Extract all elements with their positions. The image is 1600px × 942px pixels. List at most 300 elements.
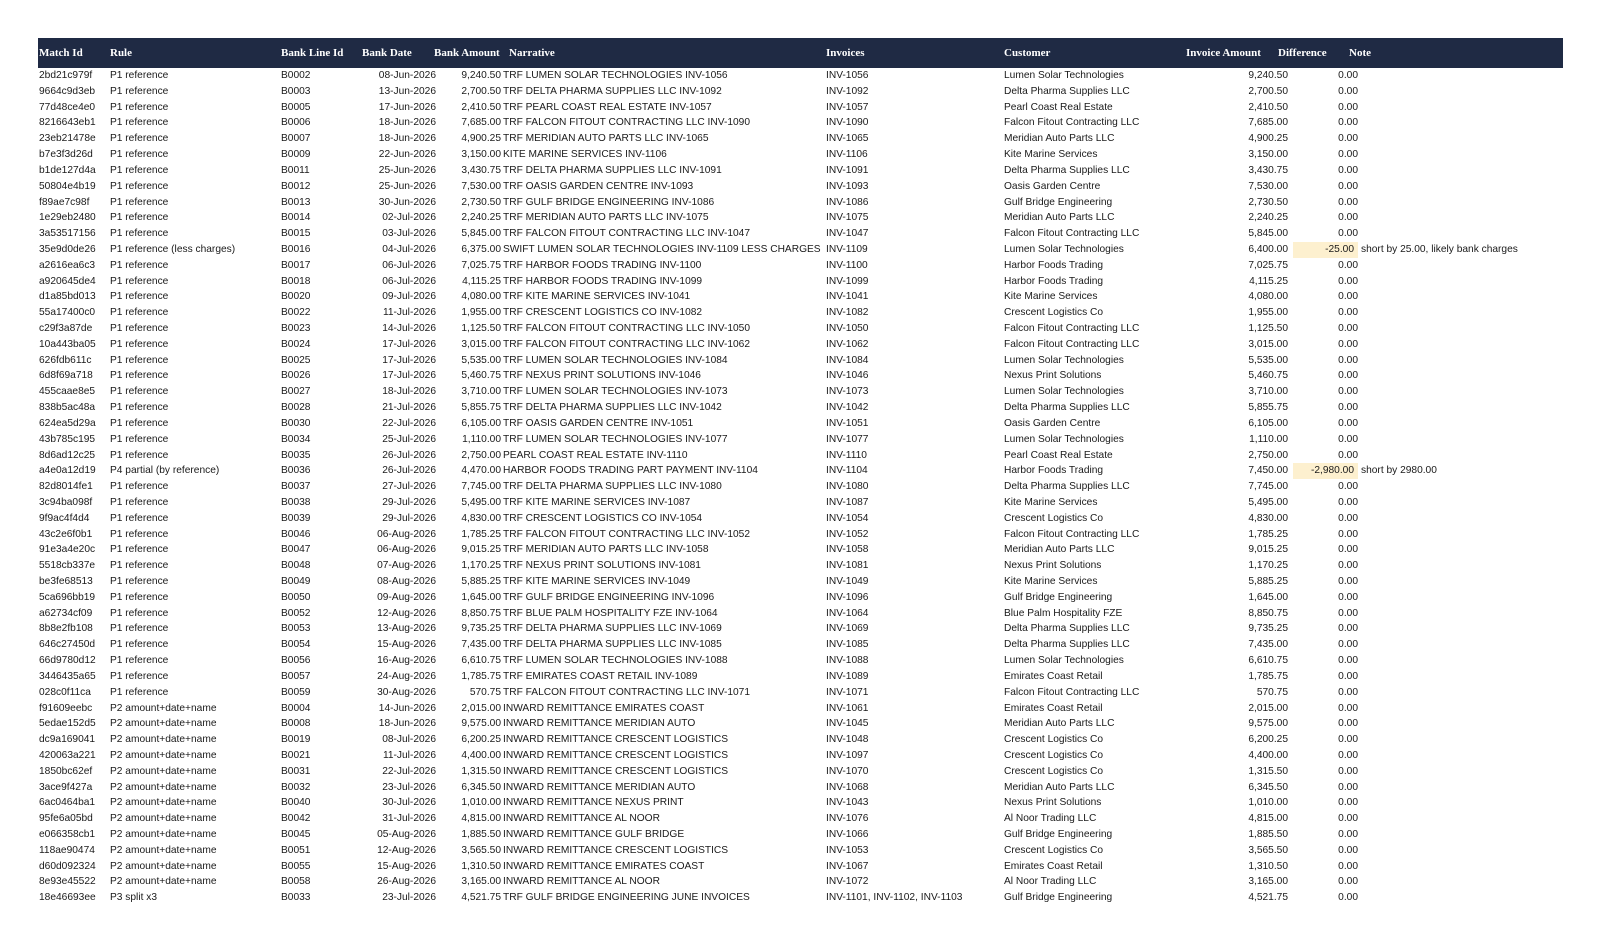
cell-invoice-amount: 7,435.00 <box>1248 639 1288 651</box>
cell-bank-amount: 7,745.00 <box>461 481 501 493</box>
cell-match-id: 5ca696bb19 <box>39 591 96 603</box>
cell-bank-line-id: B0053 <box>281 623 311 635</box>
cell-invoice-amount: 7,025.75 <box>1248 259 1288 271</box>
cell-invoices: INV-1100 <box>826 259 868 271</box>
table-row[interactable] <box>38 115 1563 131</box>
cell-bank-amount: 9,240.50 <box>461 70 501 81</box>
cell-bank-line-id: B0022 <box>281 307 311 319</box>
cell-invoices: INV-1097 <box>826 749 869 761</box>
cell-difference: 0.00 <box>1338 291 1358 303</box>
table-row[interactable] <box>38 621 1563 637</box>
cell-difference: 0.00 <box>1338 576 1358 587</box>
cell-bank-line-id: B0028 <box>281 402 311 414</box>
cell-invoice-amount: 4,115.25 <box>1249 275 1288 287</box>
cell-bank-date: 30-Aug-2026 <box>377 686 436 698</box>
cell-invoices: INV-1090 <box>826 117 869 129</box>
table-row[interactable] <box>38 448 1563 464</box>
cell-bank-amount: 3,165.00 <box>461 876 501 888</box>
cell-bank-amount: 4,115.25 <box>462 275 501 287</box>
cell-rule: P2 amount+date+name <box>110 813 217 825</box>
cell-invoices: INV-1071 <box>826 686 869 698</box>
cell-match-id: a2616ea6c3 <box>39 259 96 271</box>
cell-bank-line-id: B0027 <box>281 386 311 398</box>
cell-bank-amount: 3,150.00 <box>461 149 501 161</box>
cell-bank-date: 31-Jul-2026 <box>382 813 436 825</box>
cell-customer: Delta Pharma Supplies LLC <box>1004 623 1130 635</box>
table-row[interactable] <box>38 353 1563 369</box>
table-row[interactable] <box>38 258 1563 274</box>
table-row[interactable] <box>38 321 1563 337</box>
cell-invoices: INV-1064 <box>826 607 869 619</box>
cell-bank-line-id: B0005 <box>281 101 311 113</box>
cell-bank-line-id: B0036 <box>281 465 311 477</box>
cell-match-id: 95fe6a05bd <box>39 813 93 825</box>
cell-bank-line-id: B0040 <box>281 797 311 809</box>
cell-match-id: 77d48ce4e0 <box>39 101 96 113</box>
table-row[interactable] <box>38 289 1563 305</box>
cell-match-id: 3c94ba098f <box>39 496 93 508</box>
cell-difference: 0.00 <box>1338 275 1358 287</box>
cell-invoice-amount: 2,015.00 <box>1248 702 1288 714</box>
table-row[interactable] <box>38 558 1563 574</box>
cell-invoices: INV-1068 <box>826 781 869 793</box>
cell-bank-line-id: B0015 <box>281 228 311 240</box>
table-row[interactable] <box>38 195 1563 211</box>
table-row[interactable] <box>38 542 1563 558</box>
cell-difference: 0.00 <box>1338 133 1358 145</box>
cell-bank-amount: 1,785.75 <box>461 670 501 682</box>
cell-invoice-amount: 5,460.75 <box>1248 370 1288 382</box>
cell-invoice-amount: 1,955.00 <box>1248 307 1288 319</box>
cell-bank-date: 25-Jul-2026 <box>382 433 436 445</box>
cell-invoice-amount: 4,400.00 <box>1248 749 1288 761</box>
cell-invoice-amount: 6,610.75 <box>1248 655 1288 667</box>
cell-invoices: INV-1086 <box>826 196 869 208</box>
cell-difference: 0.00 <box>1338 212 1358 224</box>
header-narrative[interactable]: Narrative <box>509 47 555 59</box>
cell-invoice-amount: 2,410.50 <box>1248 101 1288 113</box>
cell-invoice-amount: 3,710.00 <box>1248 386 1288 398</box>
cell-bank-amount: 5,495.00 <box>461 496 501 508</box>
table-row[interactable] <box>38 606 1563 622</box>
cell-invoices: INV-1087 <box>826 496 869 508</box>
table-row[interactable] <box>38 685 1563 701</box>
cell-bank-amount: 4,815.00 <box>461 813 501 825</box>
header-difference[interactable]: Difference <box>1278 47 1327 59</box>
cell-match-id: 50804e4b19 <box>39 180 96 192</box>
cell-customer: Meridian Auto Parts LLC <box>1004 781 1115 793</box>
cell-bank-date: 17-Jul-2026 <box>382 338 436 350</box>
cell-bank-line-id: B0052 <box>281 607 311 619</box>
cell-invoices: INV-1072 <box>826 876 869 888</box>
cell-customer: Gulf Bridge Engineering <box>1004 892 1113 904</box>
cell-bank-amount: 5,535.00 <box>461 354 501 366</box>
table-row[interactable] <box>38 843 1563 859</box>
table-row[interactable] <box>38 653 1563 669</box>
cell-narrative: TRF KITE MARINE SERVICES INV-1049 <box>503 576 691 587</box>
cell-match-id: 2bd21c979f <box>39 70 93 81</box>
cell-match-id: e066358cb1 <box>39 829 96 840</box>
cell-bank-line-id: B0016 <box>281 243 311 255</box>
cell-rule: P2 amount+date+name <box>110 749 217 761</box>
cell-bank-line-id: B0011 <box>281 164 310 176</box>
cell-difference: 0.00 <box>1338 797 1358 809</box>
cell-match-id: b1de127d4a <box>39 164 96 176</box>
cell-bank-date: 16-Aug-2026 <box>377 655 436 667</box>
cell-match-id: 66d9780d12 <box>39 655 96 667</box>
cell-difference: 0.00 <box>1338 639 1358 651</box>
cell-difference: 0.00 <box>1338 813 1358 825</box>
cell-bank-amount: 2,410.50 <box>461 101 501 113</box>
cell-narrative: INWARD REMITTANCE CRESCENT LOGISTICS <box>503 734 729 746</box>
table-row[interactable] <box>38 368 1563 384</box>
cell-rule: P1 reference <box>110 133 169 145</box>
cell-match-id: d60d092324 <box>39 860 96 872</box>
cell-customer: Falcon Fitout Contracting LLC <box>1004 228 1140 240</box>
cell-rule: P1 reference <box>110 686 169 698</box>
header-customer[interactable]: Customer <box>1004 47 1051 59</box>
cell-bank-line-id: B0032 <box>281 781 311 793</box>
cell-difference: 0.00 <box>1338 528 1358 540</box>
cell-rule: P1 reference <box>110 85 169 97</box>
cell-invoice-amount: 3,165.00 <box>1248 876 1288 888</box>
cell-match-id: 43b785c195 <box>39 433 96 445</box>
cell-bank-line-id: B0007 <box>281 133 311 145</box>
cell-invoices: INV-1088 <box>826 655 869 667</box>
cell-bank-amount: 3,015.00 <box>461 338 501 350</box>
cell-bank-amount: 8,850.75 <box>461 607 501 619</box>
cell-invoice-amount: 7,530.00 <box>1248 180 1288 192</box>
cell-difference: 0.00 <box>1338 670 1358 682</box>
cell-bank-date: 18-Jun-2026 <box>378 133 436 145</box>
cell-customer: Emirates Coast Retail <box>1004 670 1103 682</box>
table-row[interactable] <box>38 527 1563 543</box>
cell-customer: Lumen Solar Technologies <box>1004 433 1124 445</box>
cell-rule: P1 reference <box>110 70 169 81</box>
cell-bank-amount: 1,170.25 <box>461 560 501 572</box>
cell-bank-amount: 570.75 <box>469 686 501 698</box>
cell-invoices: INV-1043 <box>826 797 869 809</box>
cell-rule: P1 reference <box>110 338 169 350</box>
cell-narrative: TRF FALCON FITOUT CONTRACTING LLC INV-1052 <box>503 528 750 540</box>
cell-customer: Falcon Fitout Contracting LLC <box>1004 686 1140 698</box>
table-row[interactable] <box>38 748 1563 764</box>
cell-match-id: 646c27450d <box>39 639 96 651</box>
cell-rule: P1 reference <box>110 323 169 334</box>
cell-difference: 0.00 <box>1338 544 1358 556</box>
table-row[interactable] <box>38 732 1563 748</box>
cell-rule: P1 reference <box>110 101 169 113</box>
cell-bank-amount: 7,530.00 <box>461 180 501 192</box>
table-row[interactable] <box>38 242 1563 258</box>
cell-invoice-amount: 6,105.00 <box>1248 417 1288 429</box>
cell-invoice-amount: 6,345.50 <box>1248 781 1288 793</box>
cell-bank-amount: 1,125.50 <box>461 323 501 334</box>
header-note[interactable]: Note <box>1349 47 1371 59</box>
cell-rule: P1 reference <box>110 449 169 461</box>
cell-rule: P1 reference <box>110 275 169 287</box>
header-bank-date[interactable]: Bank Date <box>362 47 412 59</box>
cell-customer: Falcon Fitout Contracting LLC <box>1004 323 1140 334</box>
cell-bank-amount: 9,575.00 <box>461 718 501 730</box>
cell-customer: Harbor Foods Trading <box>1004 259 1104 271</box>
table-row[interactable] <box>38 463 1563 479</box>
cell-narrative: TRF DELTA PHARMA SUPPLIES LLC INV-1085 <box>503 639 722 651</box>
cell-invoices: INV-1104 <box>826 465 868 477</box>
cell-difference: 0.00 <box>1338 323 1358 334</box>
cell-invoices: INV-1073 <box>826 386 869 398</box>
cell-match-id: c29f3a87de <box>39 323 93 334</box>
header-bank-line-id[interactable]: Bank Line Id <box>281 47 344 59</box>
cell-difference: 0.00 <box>1338 496 1358 508</box>
cell-bank-date: 13-Jun-2026 <box>378 85 436 97</box>
table-row[interactable] <box>38 574 1563 590</box>
cell-match-id: 3446435a65 <box>39 670 96 682</box>
cell-narrative: TRF DELTA PHARMA SUPPLIES LLC INV-1042 <box>503 402 722 414</box>
cell-invoices: INV-1101, INV-1102, INV-1103 <box>826 892 963 904</box>
cell-rule: P1 reference <box>110 607 169 619</box>
cell-bank-line-id: B0035 <box>281 449 311 461</box>
cell-narrative: INWARD REMITTANCE CRESCENT LOGISTICS <box>503 765 729 777</box>
cell-customer: Lumen Solar Technologies <box>1004 70 1124 81</box>
cell-narrative: TRF LUMEN SOLAR TECHNOLOGIES INV-1084 <box>503 354 728 366</box>
cell-customer: Meridian Auto Parts LLC <box>1004 133 1115 145</box>
cell-narrative: TRF MERIDIAN AUTO PARTS LLC INV-1075 <box>503 212 709 224</box>
cell-bank-date: 14-Jul-2026 <box>382 323 436 334</box>
table-row[interactable] <box>38 416 1563 432</box>
cell-difference: 0.00 <box>1338 149 1358 161</box>
table-row[interactable] <box>38 764 1563 780</box>
cell-customer: Crescent Logistics Co <box>1004 765 1104 777</box>
cell-bank-line-id: B0024 <box>281 338 311 350</box>
cell-bank-date: 27-Jul-2026 <box>382 481 436 493</box>
cell-invoice-amount: 1,125.50 <box>1248 323 1288 334</box>
table-row[interactable] <box>38 432 1563 448</box>
cell-customer: Crescent Logistics Co <box>1004 749 1104 761</box>
cell-bank-date: 07-Aug-2026 <box>377 560 436 572</box>
table-row[interactable] <box>38 511 1563 527</box>
cell-bank-date: 22-Jun-2026 <box>378 149 436 161</box>
table-row[interactable] <box>38 669 1563 685</box>
cell-note: short by 2980.00 <box>1361 465 1437 477</box>
cell-narrative: TRF LUMEN SOLAR TECHNOLOGIES INV-1073 <box>503 386 728 398</box>
cell-bank-date: 11-Jul-2026 <box>382 307 436 319</box>
cell-rule: P1 reference <box>110 402 169 414</box>
cell-match-id: 3ace9f427a <box>39 781 93 793</box>
table-row[interactable] <box>38 400 1563 416</box>
cell-rule: P3 split x3 <box>110 892 157 904</box>
cell-invoice-amount: 5,845.00 <box>1248 228 1288 240</box>
cell-bank-line-id: B0055 <box>281 860 311 872</box>
cell-bank-line-id: B0023 <box>281 323 311 334</box>
cell-invoice-amount: 4,080.00 <box>1248 291 1288 303</box>
cell-bank-amount: 1,310.50 <box>461 860 501 872</box>
table-row[interactable] <box>38 495 1563 511</box>
table-row[interactable] <box>38 811 1563 827</box>
cell-rule: P1 reference <box>110 623 169 635</box>
header-bank-amount[interactable]: Bank Amount <box>434 47 500 59</box>
table-row[interactable] <box>38 337 1563 353</box>
cell-rule: P1 reference <box>110 307 169 319</box>
cell-invoice-amount: 1,010.00 <box>1248 797 1288 809</box>
table-row[interactable] <box>38 701 1563 717</box>
cell-bank-amount: 6,345.50 <box>461 781 501 793</box>
table-row[interactable] <box>38 384 1563 400</box>
cell-bank-amount: 3,430.75 <box>461 164 501 176</box>
table-row[interactable] <box>38 637 1563 653</box>
table-row[interactable] <box>38 68 1563 84</box>
cell-invoices: INV-1053 <box>826 844 869 856</box>
cell-bank-amount: 4,080.00 <box>461 291 501 303</box>
cell-bank-line-id: B0018 <box>281 275 311 287</box>
cell-bank-line-id: B0002 <box>281 70 311 81</box>
cell-invoices: INV-1052 <box>826 528 869 540</box>
cell-invoice-amount: 1,785.75 <box>1248 670 1288 682</box>
cell-customer: Meridian Auto Parts LLC <box>1004 718 1115 730</box>
cell-narrative: TRF EMIRATES COAST RETAIL INV-1089 <box>503 670 698 682</box>
table-row[interactable] <box>38 890 1563 906</box>
cell-invoice-amount: 2,730.50 <box>1248 196 1288 208</box>
table-row[interactable] <box>38 874 1563 890</box>
cell-invoices: INV-1085 <box>826 639 869 651</box>
cell-invoices: INV-1046 <box>826 370 869 382</box>
cell-rule: P1 reference <box>110 212 169 224</box>
cell-rule: P2 amount+date+name <box>110 797 217 809</box>
table-row[interactable] <box>38 210 1563 226</box>
cell-narrative: HARBOR FOODS TRADING PART PAYMENT INV-1104 <box>503 465 758 477</box>
cell-bank-amount: 7,685.00 <box>461 117 501 129</box>
cell-invoices: INV-1057 <box>826 101 869 113</box>
table-row[interactable] <box>38 859 1563 875</box>
cell-bank-line-id: B0003 <box>281 85 311 97</box>
cell-bank-date: 26-Aug-2026 <box>377 876 436 888</box>
table-row[interactable] <box>38 590 1563 606</box>
cell-bank-line-id: B0051 <box>281 844 311 856</box>
cell-rule: P1 reference <box>110 670 169 682</box>
cell-bank-line-id: B0020 <box>281 291 311 303</box>
cell-rule: P1 reference <box>110 655 169 667</box>
cell-narrative: TRF CRESCENT LOGISTICS CO INV-1054 <box>503 512 703 524</box>
cell-narrative: SWIFT LUMEN SOLAR TECHNOLOGIES INV-1109 LESS CHARGES <box>503 243 821 255</box>
cell-bank-line-id: B0042 <box>281 813 311 825</box>
cell-invoice-amount: 2,750.00 <box>1248 449 1288 461</box>
cell-invoices: INV-1092 <box>826 85 869 97</box>
cell-difference: 0.00 <box>1338 449 1358 461</box>
cell-match-id: 3a53517156 <box>39 228 96 240</box>
table-row[interactable] <box>38 827 1563 843</box>
cell-rule: P2 amount+date+name <box>110 829 217 840</box>
cell-rule: P1 reference <box>110 496 169 508</box>
cell-invoices: INV-1049 <box>826 576 869 587</box>
cell-difference: 0.00 <box>1338 765 1358 777</box>
table-row[interactable] <box>38 100 1563 116</box>
cell-invoice-amount: 9,575.00 <box>1248 718 1288 730</box>
cell-narrative: INWARD REMITTANCE CRESCENT LOGISTICS <box>503 844 729 856</box>
cell-bank-line-id: B0009 <box>281 149 311 161</box>
table-body <box>38 68 1563 906</box>
cell-invoice-amount: 7,450.00 <box>1248 465 1288 477</box>
table-row[interactable] <box>38 716 1563 732</box>
cell-invoice-amount: 570.75 <box>1256 686 1288 698</box>
cell-bank-date: 21-Jul-2026 <box>382 402 436 414</box>
table-row[interactable] <box>38 479 1563 495</box>
cell-narrative: KITE MARINE SERVICES INV-1106 <box>503 149 667 161</box>
cell-bank-line-id: B0037 <box>281 481 311 493</box>
cell-bank-line-id: B0017 <box>281 259 311 271</box>
cell-match-id: 420063a221 <box>39 749 96 761</box>
cell-customer: Nexus Print Solutions <box>1004 797 1102 809</box>
cell-invoices: INV-1070 <box>826 765 869 777</box>
cell-rule: P2 amount+date+name <box>110 734 217 746</box>
header-invoices[interactable]: Invoices <box>826 47 865 59</box>
cell-bank-line-id: B0049 <box>281 576 311 587</box>
cell-customer: Falcon Fitout Contracting LLC <box>1004 117 1140 129</box>
cell-match-id: f91609eebc <box>39 702 93 714</box>
table-row[interactable] <box>38 179 1563 195</box>
cell-rule: P1 reference <box>110 512 169 524</box>
cell-rule: P1 reference <box>110 180 169 192</box>
cell-match-id: 5edae152d5 <box>39 718 96 730</box>
cell-narrative: TRF FALCON FITOUT CONTRACTING LLC INV-1047 <box>503 228 750 240</box>
cell-invoices: INV-1089 <box>826 670 869 682</box>
cell-difference: 0.00 <box>1338 844 1358 856</box>
cell-match-id: 8216643eb1 <box>39 117 96 129</box>
cell-difference: -25.00 <box>1293 242 1358 258</box>
cell-bank-date: 08-Jun-2026 <box>378 70 436 81</box>
table-row[interactable] <box>38 131 1563 147</box>
cell-bank-date: 13-Aug-2026 <box>377 623 436 635</box>
cell-bank-date: 09-Aug-2026 <box>377 591 436 603</box>
table-row[interactable] <box>38 147 1563 163</box>
cell-match-id: 626fdb611c <box>39 354 92 366</box>
cell-bank-date: 05-Aug-2026 <box>377 829 436 840</box>
table-row[interactable] <box>38 163 1563 179</box>
cell-bank-date: 26-Jul-2026 <box>382 449 436 461</box>
cell-customer: Pearl Coast Real Estate <box>1004 449 1113 461</box>
cell-difference: 0.00 <box>1338 718 1358 730</box>
table-row[interactable] <box>38 226 1563 242</box>
table-row[interactable] <box>38 795 1563 811</box>
header-invoice-amount[interactable]: Invoice Amount <box>1186 47 1261 59</box>
cell-bank-date: 29-Jul-2026 <box>382 512 436 524</box>
header-rule[interactable]: Rule <box>110 47 132 59</box>
cell-bank-line-id: B0025 <box>281 354 311 366</box>
cell-invoice-amount: 9,015.25 <box>1248 544 1288 556</box>
cell-bank-amount: 7,025.75 <box>461 259 501 271</box>
cell-match-id: 838b5ac48a <box>39 402 96 414</box>
table-row[interactable] <box>38 305 1563 321</box>
cell-bank-date: 08-Jul-2026 <box>382 734 436 746</box>
cell-customer: Gulf Bridge Engineering <box>1004 591 1113 603</box>
cell-bank-date: 26-Jul-2026 <box>382 465 436 477</box>
table-row[interactable] <box>38 84 1563 100</box>
cell-invoice-amount: 4,900.25 <box>1248 133 1288 145</box>
cell-bank-amount: 1,315.50 <box>461 765 501 777</box>
cell-bank-amount: 4,400.00 <box>461 749 501 761</box>
cell-bank-line-id: B0021 <box>281 749 311 761</box>
cell-difference: 0.00 <box>1338 101 1358 113</box>
cell-invoices: INV-1106 <box>826 149 868 161</box>
header-match-id[interactable]: Match Id <box>39 47 83 59</box>
cell-customer: Kite Marine Services <box>1004 576 1098 587</box>
table-row[interactable] <box>38 780 1563 796</box>
cell-bank-amount: 1,885.50 <box>461 829 501 840</box>
table-row[interactable] <box>38 274 1563 290</box>
cell-narrative: TRF BLUE PALM HOSPITALITY FZE INV-1064 <box>503 607 718 619</box>
cell-bank-amount: 5,855.75 <box>461 402 501 414</box>
cell-narrative: INWARD REMITTANCE GULF BRIDGE <box>503 829 685 840</box>
cell-customer: Crescent Logistics Co <box>1004 734 1104 746</box>
